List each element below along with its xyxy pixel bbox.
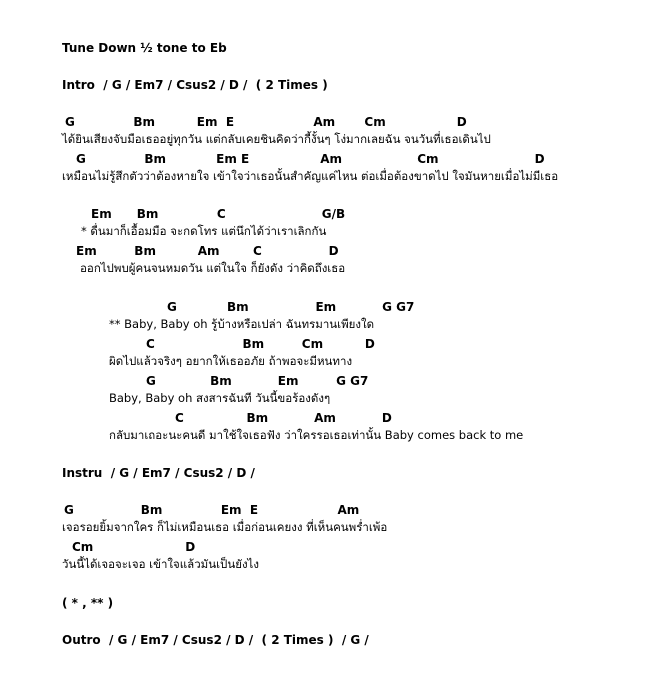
prechorus-chords-2: Em Bm Am C D — [76, 244, 339, 258]
chorus-lyrics-4: กลับมาเถอะนะคนดี มาใช้ใจเธอฟัง ว่าใครรอเธอเท่านั้น Baby comes back to me — [109, 428, 524, 442]
prechorus-lyrics-1: * ดื่นมาก็เอื้อมมือ จะกดโทร แต่นึกได้ว่าเราเลิกกัน — [81, 224, 327, 238]
verse2-chords-2: Cm D — [72, 540, 196, 554]
chorus-lyrics-3: Baby, Baby oh สงสารฉันที วันนี้ขอร้องดังๆ — [109, 391, 331, 405]
chorus-chords-4: C Bm Am D — [175, 411, 392, 425]
tuning-note: Tune Down ½ tone to Eb — [62, 41, 227, 55]
chorus-lyrics-1: ** Baby, Baby oh รู้บ้างหรือเปล่า ฉันทรมานเพียงใด — [109, 317, 375, 331]
verse1-chords-2: G Bm Em E Am Cm D — [76, 152, 545, 166]
chorus-lyrics-2: ผิดไปแล้วจริงๆ อยากให้เธออภัย ถ้าพอจะมีหนทาง — [109, 354, 353, 368]
verse1-chords-1: G Bm Em E Am Cm D — [65, 115, 467, 129]
chorus-chords-1: G Bm Em G G7 — [167, 300, 415, 314]
instru-line: Instru / G / Em7 / Csus2 / D / — [62, 466, 255, 480]
chorus-chords-3: G Bm Em G G7 — [146, 374, 369, 388]
intro-line: Intro / G / Em7 / Csus2 / D / ( 2 Times ) — [62, 78, 328, 92]
repeat-note: ( * , ** ) — [62, 596, 114, 610]
prechorus-lyrics-2: ออกไปพบผู้คนจนหมดวัน แต่ในใจ ก็ยังดัง ว่าคิดถึงเธอ — [80, 261, 346, 275]
verse2-lyrics-1: เจอรอยยิ้มจากใคร ก็ไม่เหมือนเธอ เมื่อก่อนเคยงง ที่เห็นคนพร่ำเพ้อ — [62, 520, 388, 534]
chorus-chords-2: C Bm Cm D — [146, 337, 375, 351]
verse2-lyrics-2: วันนี้ได้เจอจะเจอ เข้าใจแล้วมันเป็นยังไง — [62, 557, 259, 571]
verse2-chords-1: G Bm Em E Am — [64, 503, 360, 517]
verse1-lyrics-1: ได้ยินเสียงจับมือเธออยู่ทุกวัน แต่กลับเคยชินคิดว่ากี้งั้นๆ โง่มากเลยฉัน จนวันที่เธอเดินไป — [62, 132, 491, 146]
verse1-lyrics-2: เหมือนไม่รู้สึกตัวว่าต้องหายใจ เข้าใจว่าเธอนั้นสำคัญแค่ไหน ต่อเมื่อต้องขาดไป ใจมันหายเมื่อไม่มีเธอ — [62, 169, 559, 183]
outro-line: Outro / G / Em7 / Csus2 / D / ( 2 Times ) / G / — [62, 633, 369, 647]
prechorus-chords-1: Em Bm C G/B — [91, 207, 346, 221]
